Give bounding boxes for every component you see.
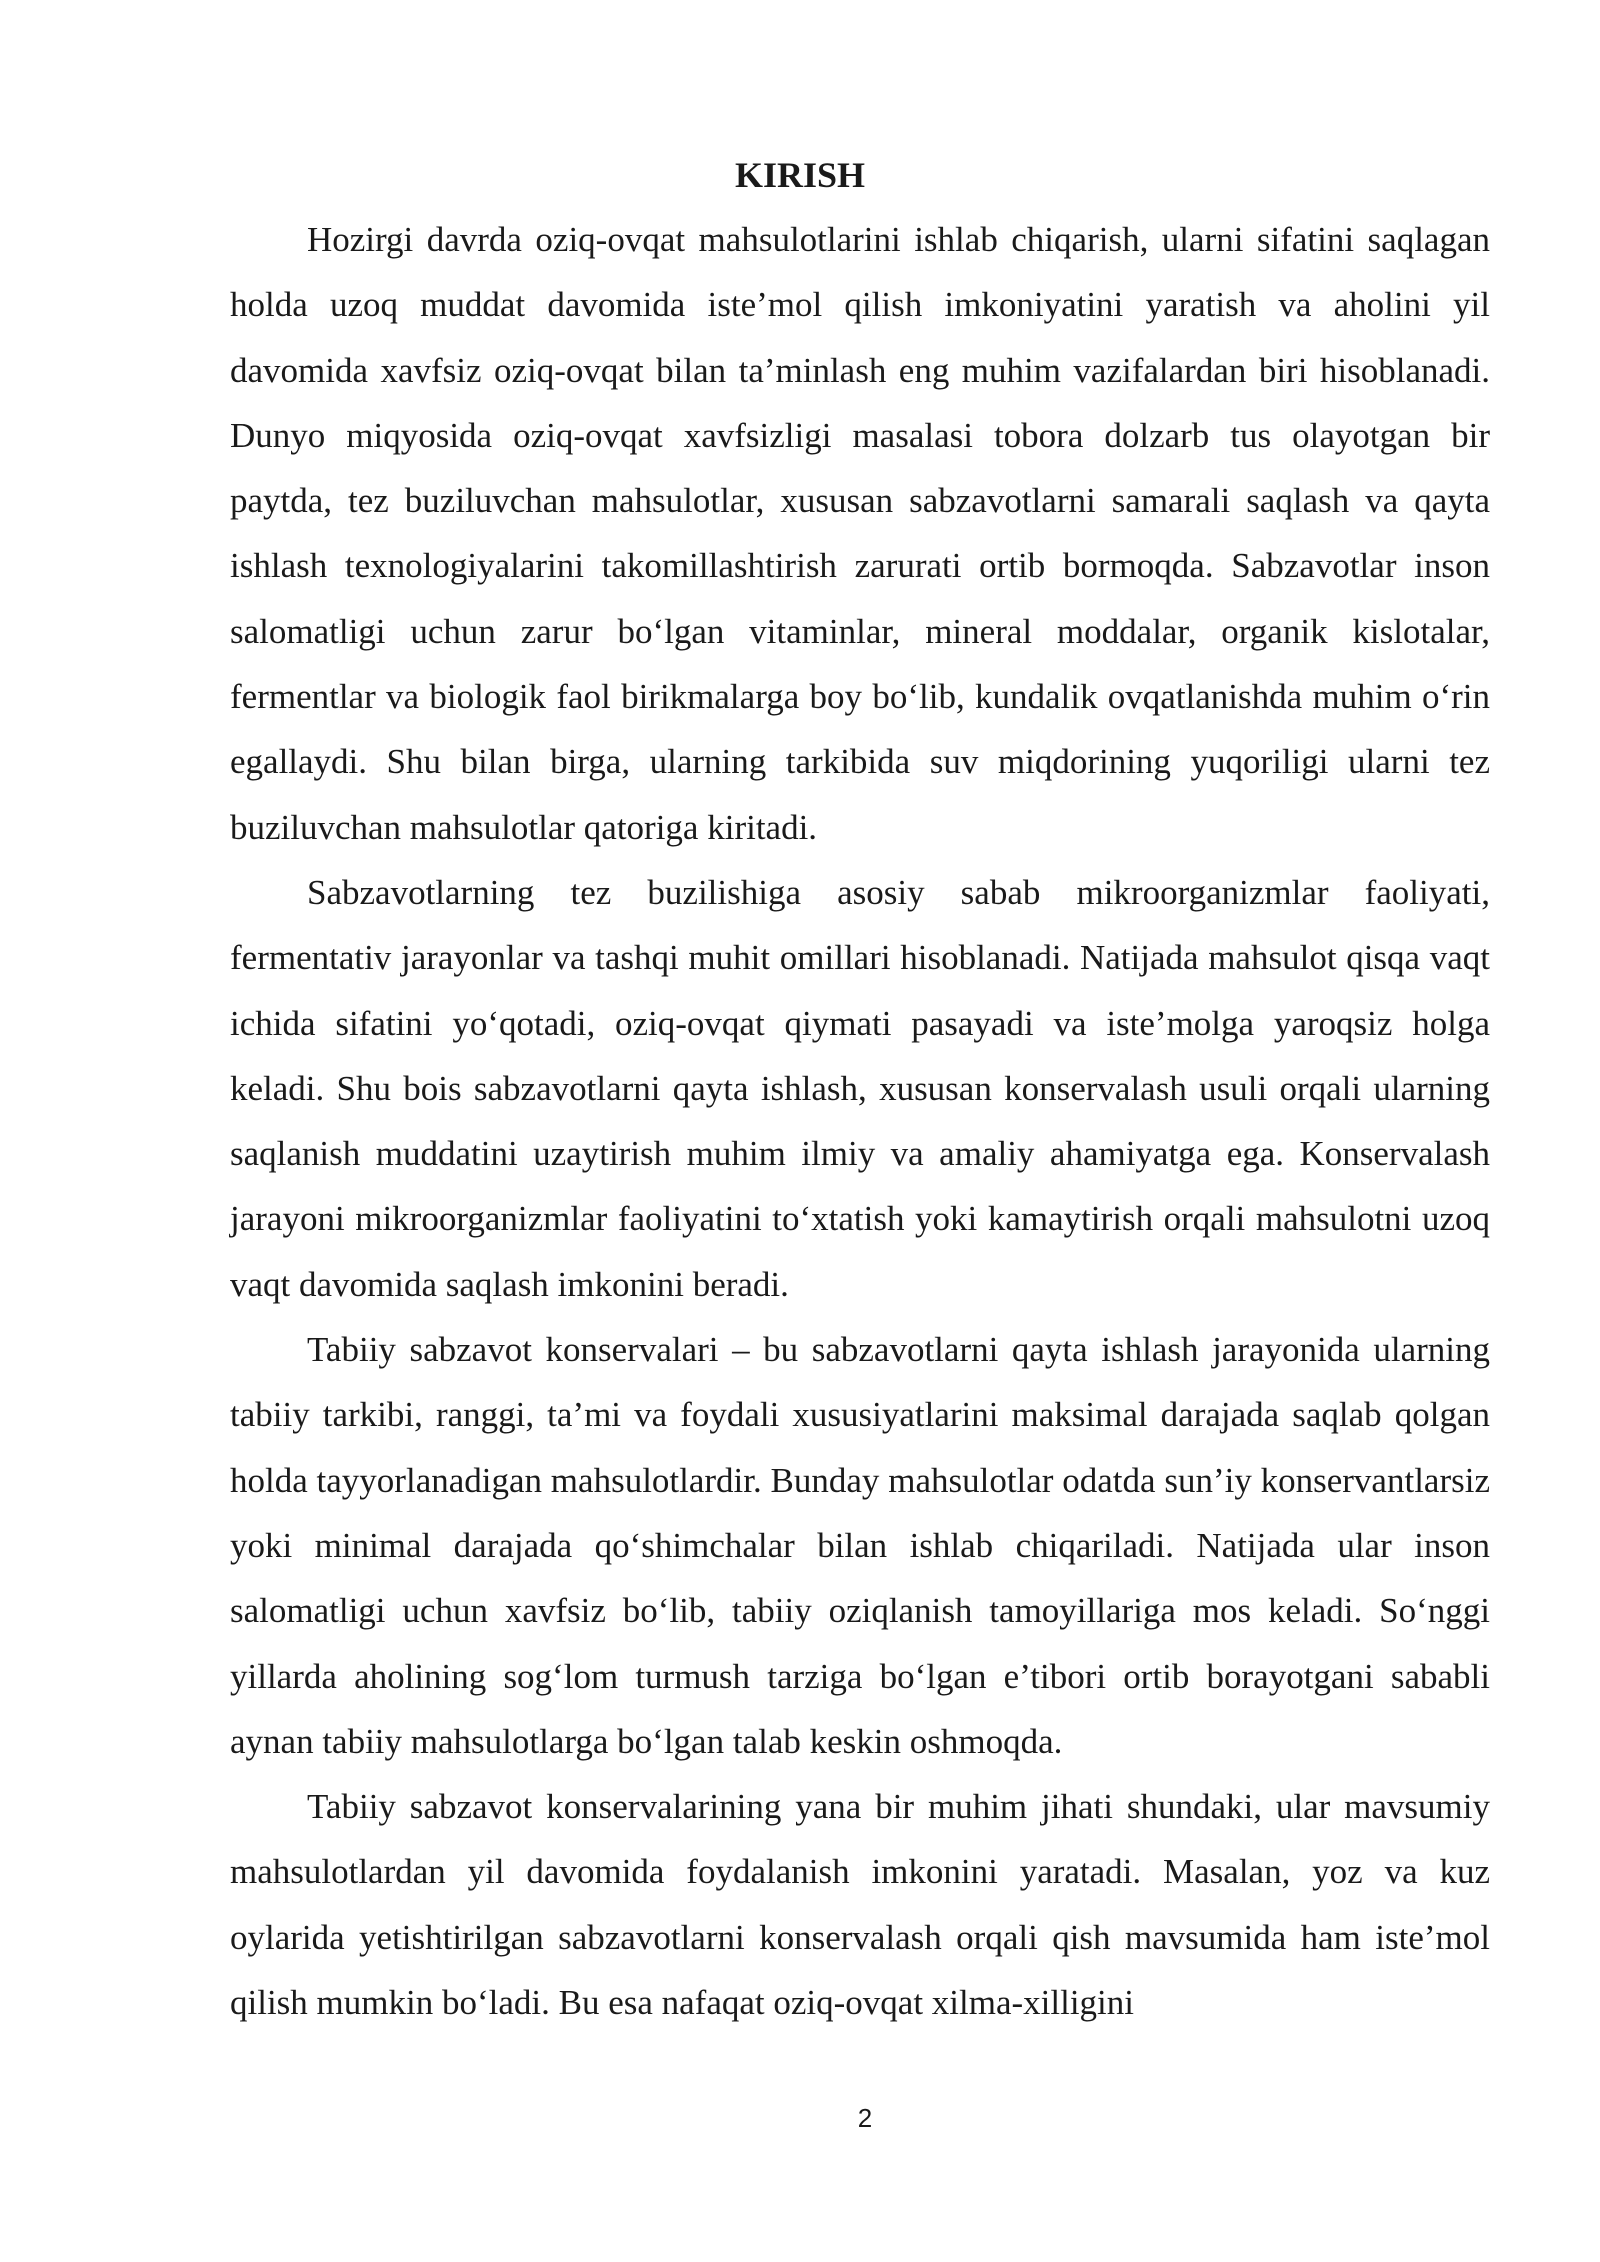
- page-title: KIRISH: [734, 155, 866, 195]
- paragraph: Sabzavotlarning tez buzilishiga asosiy sabab mikroorganizmlar faoliyati, fermentativ jarayonlar va tashqi muhit omillari hisoblanadi. Natijada mahsulot qisqa vaqt ichida sifatini yo‘qotadi, oziq-ovqat qiymati pasayadi va iste’molga yaroqsiz holga keladi. Shu bois sabzavotlarni qayta ishlash, xususan konservalash usuli orqali ularning saqlanish muddatini uzaytirish muhim ilmiy va amaliy ahamiyatga ega. Konservalash jarayoni mikroorganizmlar faoliyatini to‘xtatish yoki kamaytirish orqali mahsulotni uzoq vaqt davomida saqlash imkonini beradi.: [230, 872, 1490, 1304]
- page-number: 2: [857, 2103, 873, 2133]
- paragraph: Tabiiy sabzavot konservalarining yana bir muhim jihati shundaki, ular mavsumiy mahsulotlardan yil davomida foydalanish imkonini yaratadi. Masalan, yoz va kuz oylarida yetishtirilgan sabzavotlarni konservalash orqali qish mavsumida ham iste’mol qilish mumkin bo‘ladi. Bu esa nafaqat oziq-ovqat xilma-xilligini: [230, 1787, 1490, 2023]
- paragraph: Hozirgi davrda oziq-ovqat mahsulotlarini ishlab chiqarish, ularni sifatini saqlagan holda uzoq muddat davomida iste’mol qilish imkoniyatini yaratish va aholini yil davomida xavfsiz oziq-ovqat bilan ta’minlash eng muhim vazifalardan biri hisoblanadi. Dunyo miqyosida oziq-ovqat xavfsizligi masalasi tobora dolzarb tus olayotgan bir paytda, tez buziluvchan mahsulotlar, xususan sabzavotlarni samarali saqlash va qayta ishlash texnologiyalarini takomillashtirish zarurati ortib bormoqda. Sabzavotlar inson salomatligi uchun zarur bo‘lgan vitaminlar, mineral moddalar, organik kislotalar, fermentlar va biologik faol birikmalarga boy bo‘lib, kundalik ovqatlanishda muhim o‘rin egallaydi. Shu bilan birga, ularning tarkibida suv miqdorining yuqoriligi ularni tez buziluvchan mahsulotlar qatoriga kiritadi.: [230, 220, 1490, 847]
- paragraph: Tabiiy sabzavot konservalari – bu sabzavotlarni qayta ishlash jarayonida ularning tabiiy tarkibi, ranggi, ta’mi va foydali xususiyatlarini maksimal darajada saqlab qolgan holda tayyorlanadigan mahsulotlardir. Bunday mahsulotlar odatda sun’iy konservantlarsiz yoki minimal darajada qo‘shimchalar bilan ishlab chiqariladi. Natijada ular inson salomatligi uchun xavfsiz bo‘lib, tabiiy oziqlanish tamoyillariga mos keladi. So‘nggi yillarda aholining sog‘lom turmush tarziga bo‘lgan e’tibori ortib borayotgani sababli aynan tabiiy mahsulotlarga bo‘lgan talab keskin oshmoqda.: [230, 1330, 1490, 1761]
- body-text: [230, 207, 1490, 2035]
